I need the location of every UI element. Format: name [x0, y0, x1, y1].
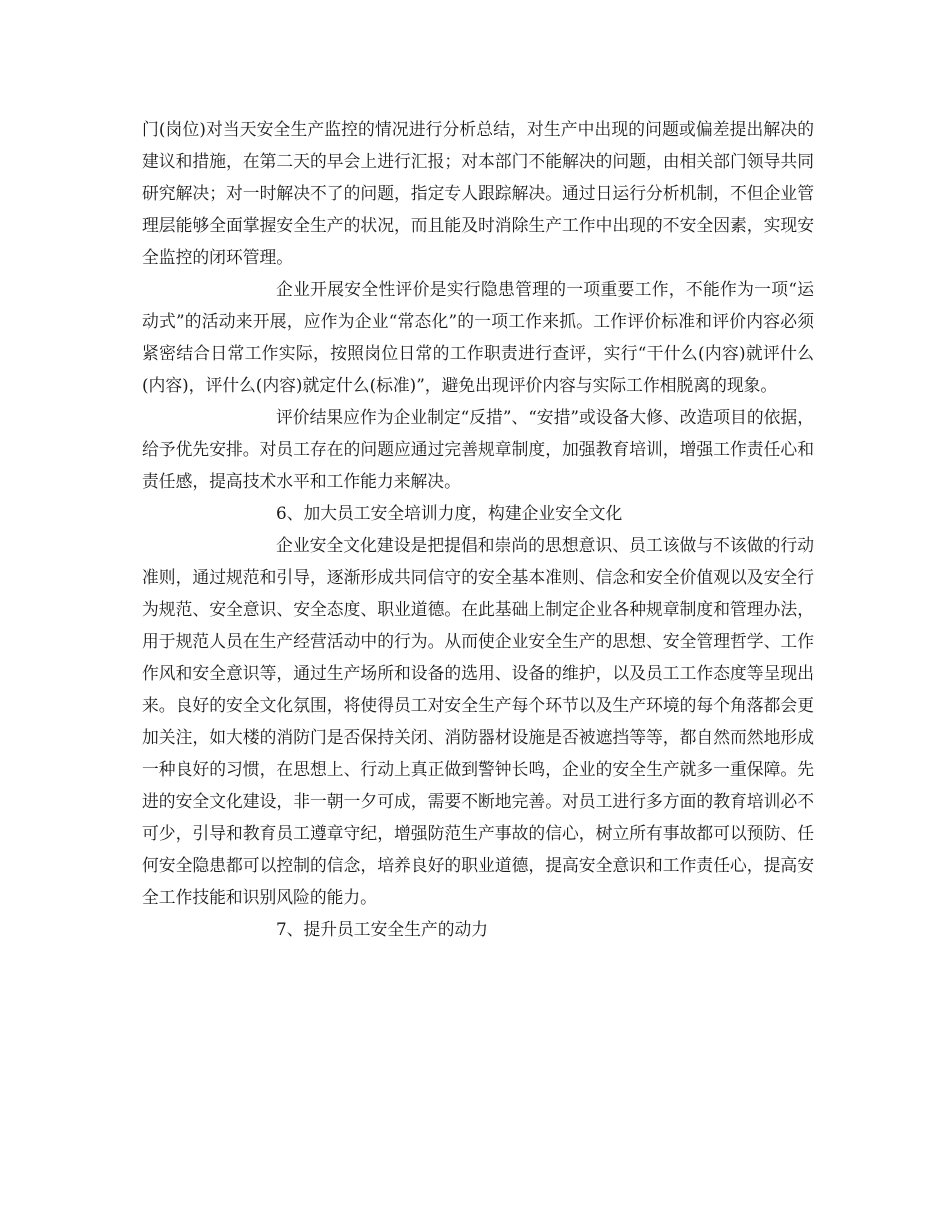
document-body — [142, 113, 814, 945]
paragraph-safety-culture: 企业安全文化建设是把提倡和崇尚的思想意识、员工该做与不该做的行动准则，通过规范和引导，逐渐形成共同信守的安全基本准则、信念和安全价值观以及安全行为规范、安全意识、安全态度、职业道德。在此基础上制定企业各种规章制度和管理办法，用于规范人员在生产经营活动中的行为。从而使企业安全生产的思想、安全管理哲学、工作作风和安全意识等，通过生产场所和设备的选用、设备的维护，以及员工工作态度等呈现出来。良好的安全文化氛围，将使得员工对安全生产每个环节以及生产环境的每个角落都会更加关注，如大楼的消防门是否保持关闭、消防器材设施是否被遮挡等等，都自然而然地形成一种良好的习惯，在思想上、行动上真正做到警钟长鸣，企业的安全生产就多一重保障。先进的安全文化建设，非一朝一夕可成，需要不断地完善。对员工进行多方面的教育培训必不可少，引导和教育员工遵章守纪，增强防范生产事故的信心，树立所有事故都可以预防、任何安全隐患都可以控制的信念，培养良好的职业道德，提高安全意识和工作责任心，提高安全工作技能和识别风险的能力。 — [142, 535, 814, 907]
section-heading-6: 6、加大员工安全培训力度，构建企业安全文化 — [276, 503, 623, 523]
paragraph-evaluation-results: 评价结果应作为企业制定“反措”、“安措”或设备大修、改造项目的依据，给予优先安排。对员工存在的问题应通过完善规章制度，加强教育培训，增强工作责任心和责任感，提高技术水平和工作能力来解决。 — [142, 407, 814, 491]
section-heading-7: 7、提升员工安全生产的动力 — [276, 919, 489, 939]
paragraph-safety-evaluation: 企业开展安全性评价是实行隐患管理的一项重要工作，不能作为一项“运动式”的活动来开展，应作为企业“常态化”的一项工作来抓。工作评价标准和评价内容必须紧密结合日常工作实际，按照岗位日常的工作职责进行查评，实行“干什么(内容)就评什么(内容)，评什么(内容)就定什么(标准)”，避免出现评价内容与实际工作相脱离的现象。 — [142, 279, 814, 395]
paragraph-daily-analysis: 门(岗位)对当天安全生产监控的情况进行分析总结，对生产中出现的问题或偏差提出解决的建议和措施，在第二天的早会上进行汇报；对本部门不能解决的问题，由相关部门领导共同研究解决；对一时解决不了的问题，指定专人跟踪解决。通过日运行分析机制，不但企业管理层能够全面掌握安全生产的状况，而且能及时消除生产工作中出现的不安全因素，实现安全监控的闭环管理。 — [142, 119, 814, 267]
